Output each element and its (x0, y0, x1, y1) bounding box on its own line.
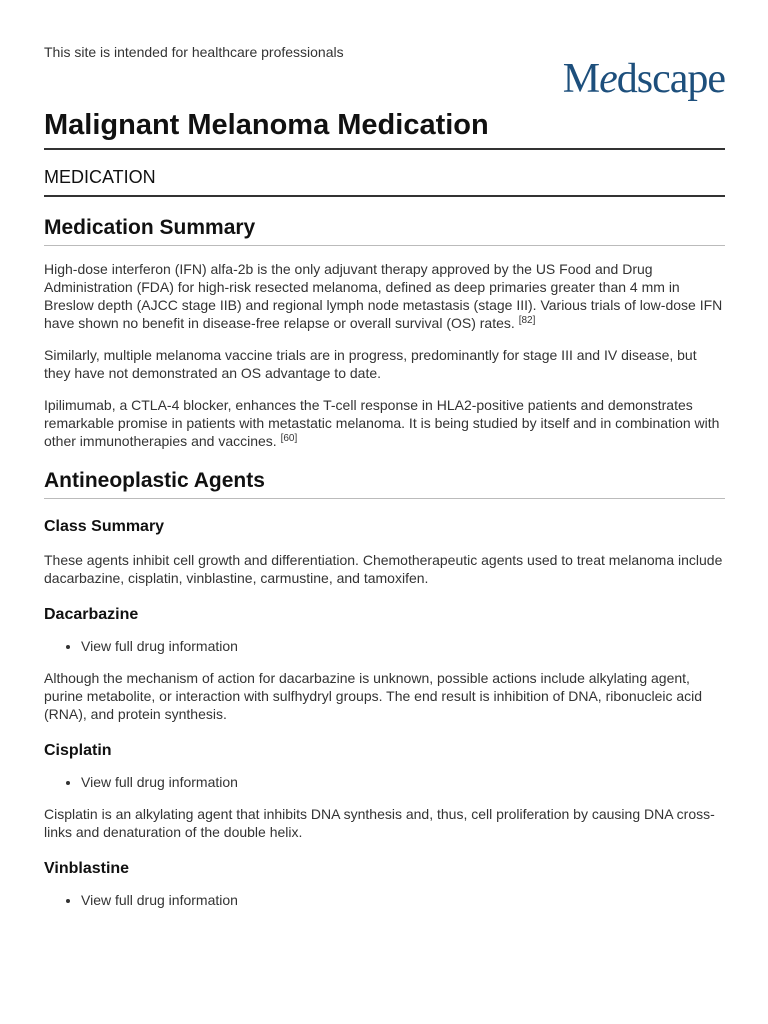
drug-links-vinblastine (44, 891, 725, 909)
summary-paragraph-1: High-dose interferon (IFN) alfa-2b is the only adjuvant therapy approved by the US Food and Drug Administration (FDA) for high-risk resected melanoma, defined as deep primaries greater than 4 mm in Breslow depth (AJCC stage IIB) and regional lymph node metastasis (stage III). Various trials of low-dose IFN have shown no benefit in disease-free relapse or overall survival (OS) rates. [82] (44, 261, 723, 331)
summary-paragraph-2: Similarly, multiple melanoma vaccine trials are in progress, predominantly for stage III and IV disease, but they have not demonstrated an OS advantage to date. (44, 347, 697, 381)
antineoplastic-agents-heading: Antineoplastic Agents (44, 468, 725, 499)
list-item (81, 773, 725, 791)
medscape-logo[interactable]: Medscape (562, 56, 725, 102)
reference-82[interactable]: [82] (518, 315, 536, 326)
drug-description-dacarbazine: Although the mechanism of action for dacarbazine is unknown, possible actions include alkylating agent, purine metabolite, or interaction with sulfhydryl groups. The end result is inhibition of DNA, ribonucleic acid (RNA), and protein synthesis. (44, 670, 703, 722)
drug-name-dacarbazine: Dacarbazine (44, 606, 139, 623)
professional-notice: This site is intended for healthcare professionals (44, 44, 344, 60)
page-title: Malignant Melanoma Medication (44, 108, 725, 150)
drug-links-dacarbazine (44, 637, 725, 655)
medication-summary-heading: Medication Summary (44, 215, 725, 246)
section-label: MEDICATION (44, 150, 725, 197)
page-content (44, 0, 725, 909)
drug-links-cisplatin (44, 773, 725, 791)
list-item (81, 637, 725, 655)
class-summary-heading: Class Summary (44, 518, 165, 535)
view-drug-info-link-cisplatin[interactable]: View full drug information (81, 774, 238, 790)
view-drug-info-link-vinblastine[interactable]: View full drug information (81, 892, 238, 908)
summary-paragraph-3: Ipilimumab, a CTLA-4 blocker, enhances the T-cell response in HLA2-positive patients and demonstrates remarkable promise in patients with metastatic melanoma. It is being studied by itself and in combination with other immunotherapies and vaccines. [60] (44, 397, 720, 449)
list-item (81, 891, 725, 909)
drug-name-cisplatin: Cisplatin (44, 742, 112, 759)
drug-description-cisplatin: Cisplatin is an alkylating agent that inhibits DNA synthesis and, thus, cell proliferation by causing DNA cross-links and denaturation of the double helix. (44, 806, 715, 840)
top-bar (44, 0, 725, 108)
class-summary-text: These agents inhibit cell growth and differentiation. Chemotherapeutic agents used to treat melanoma include dacarbazine, cisplatin, vinblastine, carmustine, and tamoxifen. (44, 552, 723, 586)
view-drug-info-link-dacarbazine[interactable]: View full drug information (81, 638, 238, 654)
drug-name-vinblastine: Vinblastine (44, 860, 130, 877)
reference-60[interactable]: [60] (280, 433, 298, 444)
